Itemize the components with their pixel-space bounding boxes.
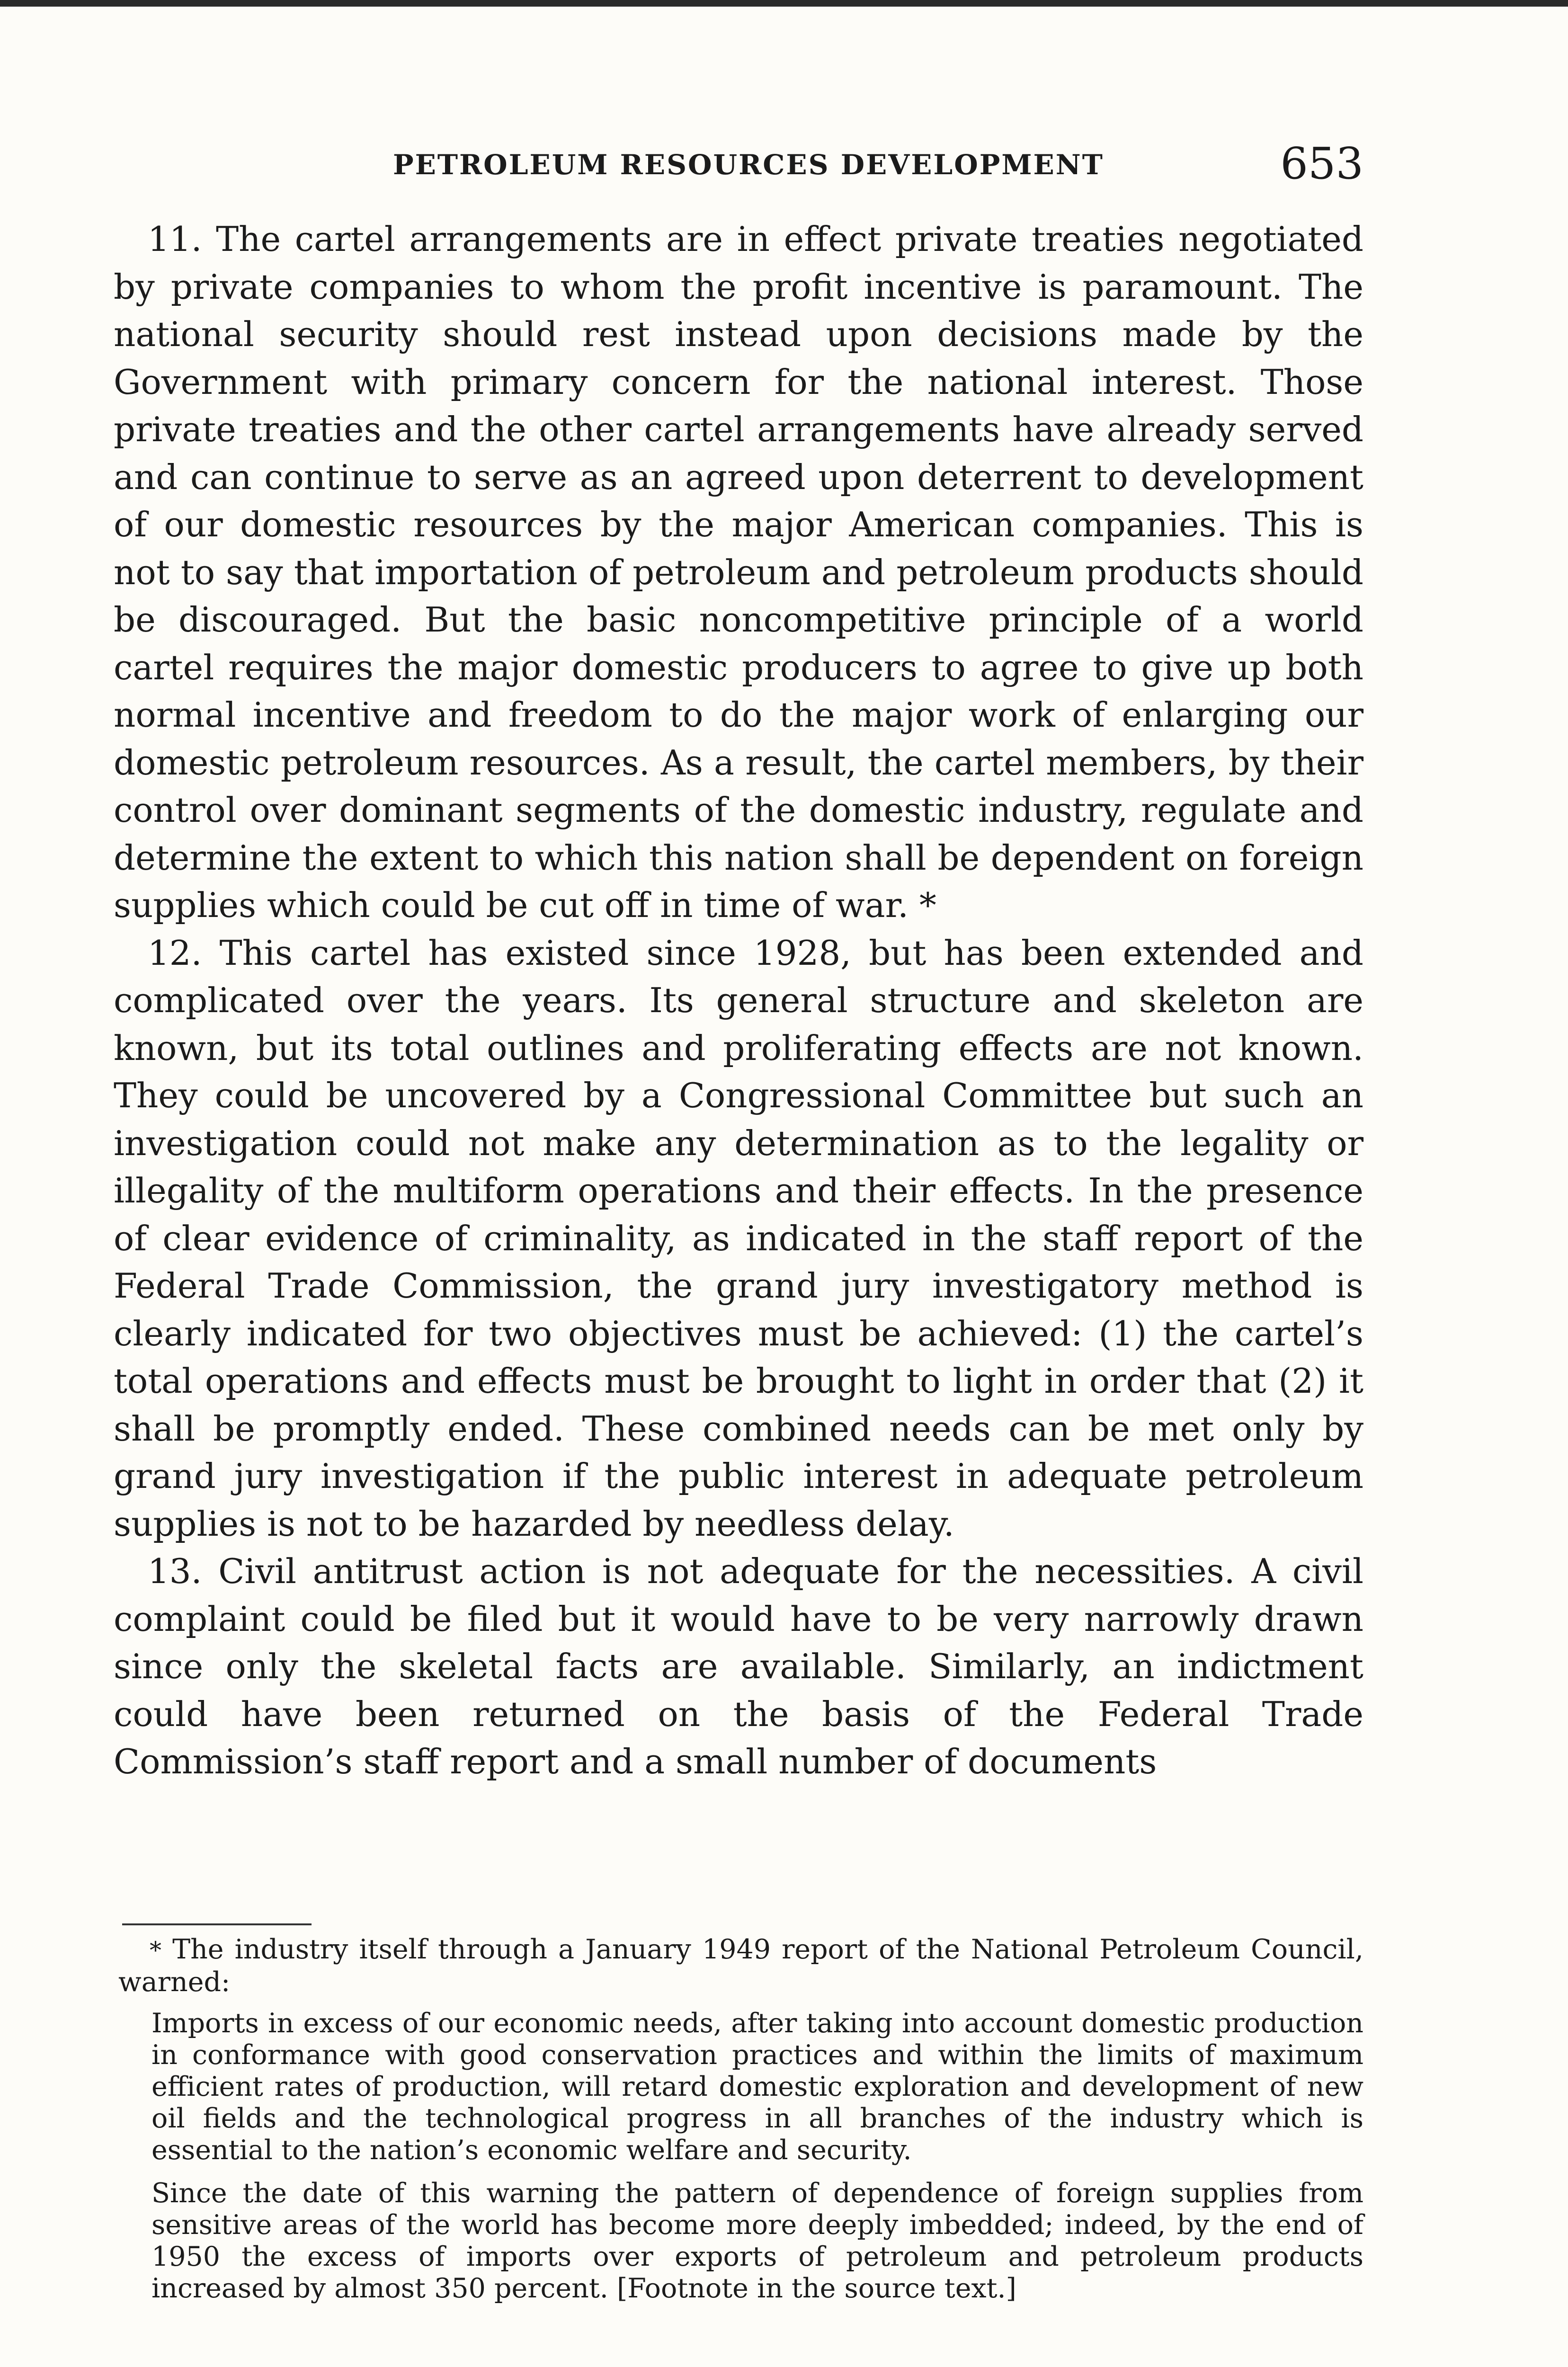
page-header [114, 138, 1363, 195]
footnote-marker: * [150, 1937, 161, 1964]
paragraph-13: 13. Civil antitrust action is not adequate for the necessities. A civil complaint could be filed but it would have to be very narrowly drawn since only the skeletal facts are available. Similarly, an indictment could have been returned on the basis of the Federal Trade Commission’s staff report and a small number of documents [114, 1551, 1363, 1781]
page-number: 653 [1280, 138, 1363, 189]
footnote-quote: Imports in excess of our economic needs, after taking into account domestic production in conformance with good conservation practices and within the limits of maximum efficient rates of production, will retard domestic exploration and development of new oil fields and the technological progress in all branches of the industry which is essential to the nation’s economic welfare and security. [151, 2008, 1363, 2166]
main-text [114, 215, 1363, 1786]
footnote-reference-marker: * [909, 885, 936, 925]
footnote-section [118, 1934, 1363, 2305]
paragraph-11-text: 11. The cartel arrangements are in effect private treaties negotiated by private companies to whom the profit incentive is paramount. The national security should rest instead upon decisions made by the Government with primary concern for the national interest. Those private treaties and the other cartel arrangements have already served and can continue to serve as an agreed upon deterrent to development of our domestic resources by the major American companies. This is not to say that importation of petroleum and petroleum products should be discouraged. But the basic noncompetitive principle of a world cartel requires the major domestic producers to agree to give up both normal incentive and freedom to do the major work of enlarging our domestic petroleum resources. As a result, the cartel members, by their control over dominant segments of the domestic industry, regulate and determine the extent to which this nation shall be dependent on foreign supplies which could be cut off in time of war. [114, 219, 1363, 925]
footnote-intro [118, 1934, 1363, 1998]
top-border-rule [0, 0, 1568, 7]
paragraph-12: 12. This cartel has existed since 1928, but has been extended and complicated over the years. Its general structure and skeleton are known, but its total outlines and proliferating effects are not known. They could be uncovered by a Congressional Committee but such an investigation could not make any determination as to the legality or illegality of the multiform operations and their effects. In the presence of clear evidence of criminality, as indicated in the staff report of the Federal Trade Commission, the grand jury investigatory method is clearly indicated for two objectives must be achieved: (1) the cartel’s total operations and effects must be brought to light in order that (2) it shall be promptly ended. These combined needs can be met only by grand jury investigation if the public interest in adequate petroleum supplies is not to be hazarded by needless delay. [114, 933, 1363, 1544]
footnote-intro-text: The industry itself through a January 1949 report of the National Petroleum Council, warned: [118, 1934, 1363, 1998]
footnote-continuation: Since the date of this warning the pattern of dependence of foreign supplies from sensitive areas of the world has become more deeply imbedded; indeed, by the end of 1950 the excess of imports over exports of petroleum and petroleum products increased by almost 350 percent. [Footnote in the source text.] [151, 2178, 1363, 2304]
paragraph-11 [114, 215, 1363, 929]
running-head: PETROLEUM RESOURCES DEVELOPMENT [393, 149, 1104, 181]
footnote-separator [122, 1923, 312, 1925]
